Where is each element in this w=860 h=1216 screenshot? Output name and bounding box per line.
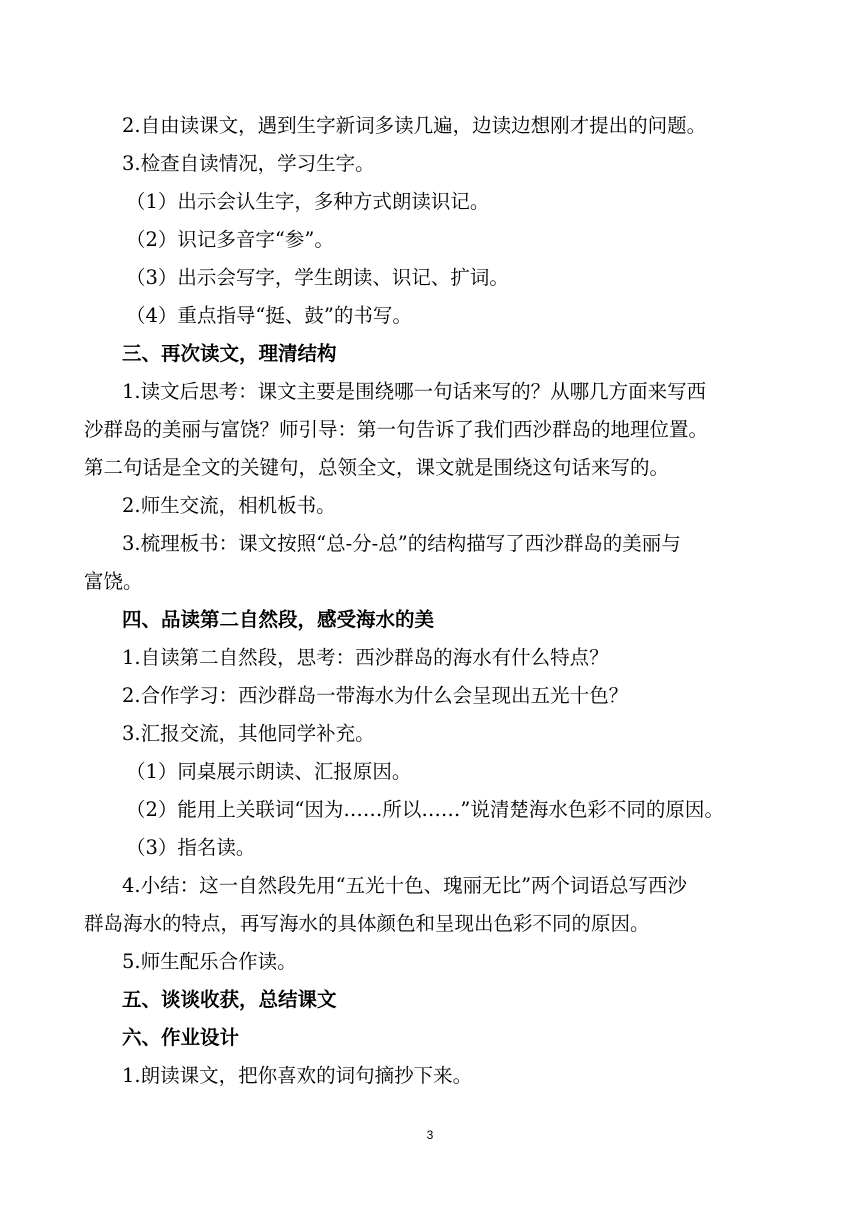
- list-item: （1）出示会认生字，多种方式朗读识记。: [126, 190, 490, 213]
- paragraph-line: 群岛海水的特点，再写海水的具体颜色和呈现出色彩不同的原因。: [84, 912, 650, 935]
- paragraph-line: 3.汇报交流，其他同学补充。: [122, 722, 375, 745]
- list-item: （1）同桌展示朗读、汇报原因。: [126, 760, 412, 783]
- list-item: （3）指名读。: [126, 836, 256, 859]
- paragraph-line: 3.梳理板书：课文按照“总-分-总”的结构描写了西沙群岛的美丽与: [122, 532, 681, 555]
- paragraph-line: 4.小结：这一自然段先用“五光十色、瑰丽无比”两个词语总写西沙: [122, 874, 688, 897]
- paragraph-line: 2.自由读课文，遇到生字新词多读几遍，边读边想刚才提出的问题。: [122, 114, 707, 137]
- paragraph-line: 2.师生交流，相机板书。: [122, 494, 336, 517]
- paragraph-line: 第二句话是全文的关键句，总领全文，课文就是围绕这句话来写的。: [84, 456, 670, 479]
- paragraph-line: 沙群岛的美丽与富饶？师引导：第一句告诉了我们西沙群岛的地理位置。: [84, 418, 709, 441]
- section-heading: 五、谈谈收获，总结课文: [122, 988, 337, 1011]
- paragraph-line: 5.师生配乐合作读。: [122, 950, 297, 973]
- paragraph-line: 富饶。: [84, 570, 143, 593]
- section-heading: 六、作业设计: [122, 1026, 240, 1049]
- list-item: （2）能用上关联词“因为……所以……”说清楚海水色彩不同的原因。: [126, 798, 724, 821]
- list-item: （3）出示会写字，学生朗读、识记、扩词。: [126, 266, 509, 289]
- paragraph-line: 1.朗读课文，把你喜欢的词句摘抄下来。: [122, 1064, 473, 1087]
- page-number: 3: [426, 1128, 434, 1142]
- paragraph-line: 1.自读第二自然段，思考：西沙群岛的海水有什么特点？: [122, 646, 609, 669]
- paragraph-line: 2.合作学习：西沙群岛一带海水为什么会呈现出五光十色？: [122, 684, 629, 707]
- section-heading: 四、品读第二自然段，感受海水的美: [122, 608, 435, 631]
- paragraph-line: 3.检查自读情况，学习生字。: [122, 152, 375, 175]
- section-heading: 三、再次读文，理清结构: [122, 342, 337, 365]
- list-item: （4）重点指导“挺、鼓”的书写。: [126, 304, 412, 327]
- paragraph-line: 1.读文后思考：课文主要是围绕哪一句话来写的？从哪几方面来写西: [122, 380, 707, 403]
- list-item: （2）识记多音字“参”。: [126, 228, 334, 251]
